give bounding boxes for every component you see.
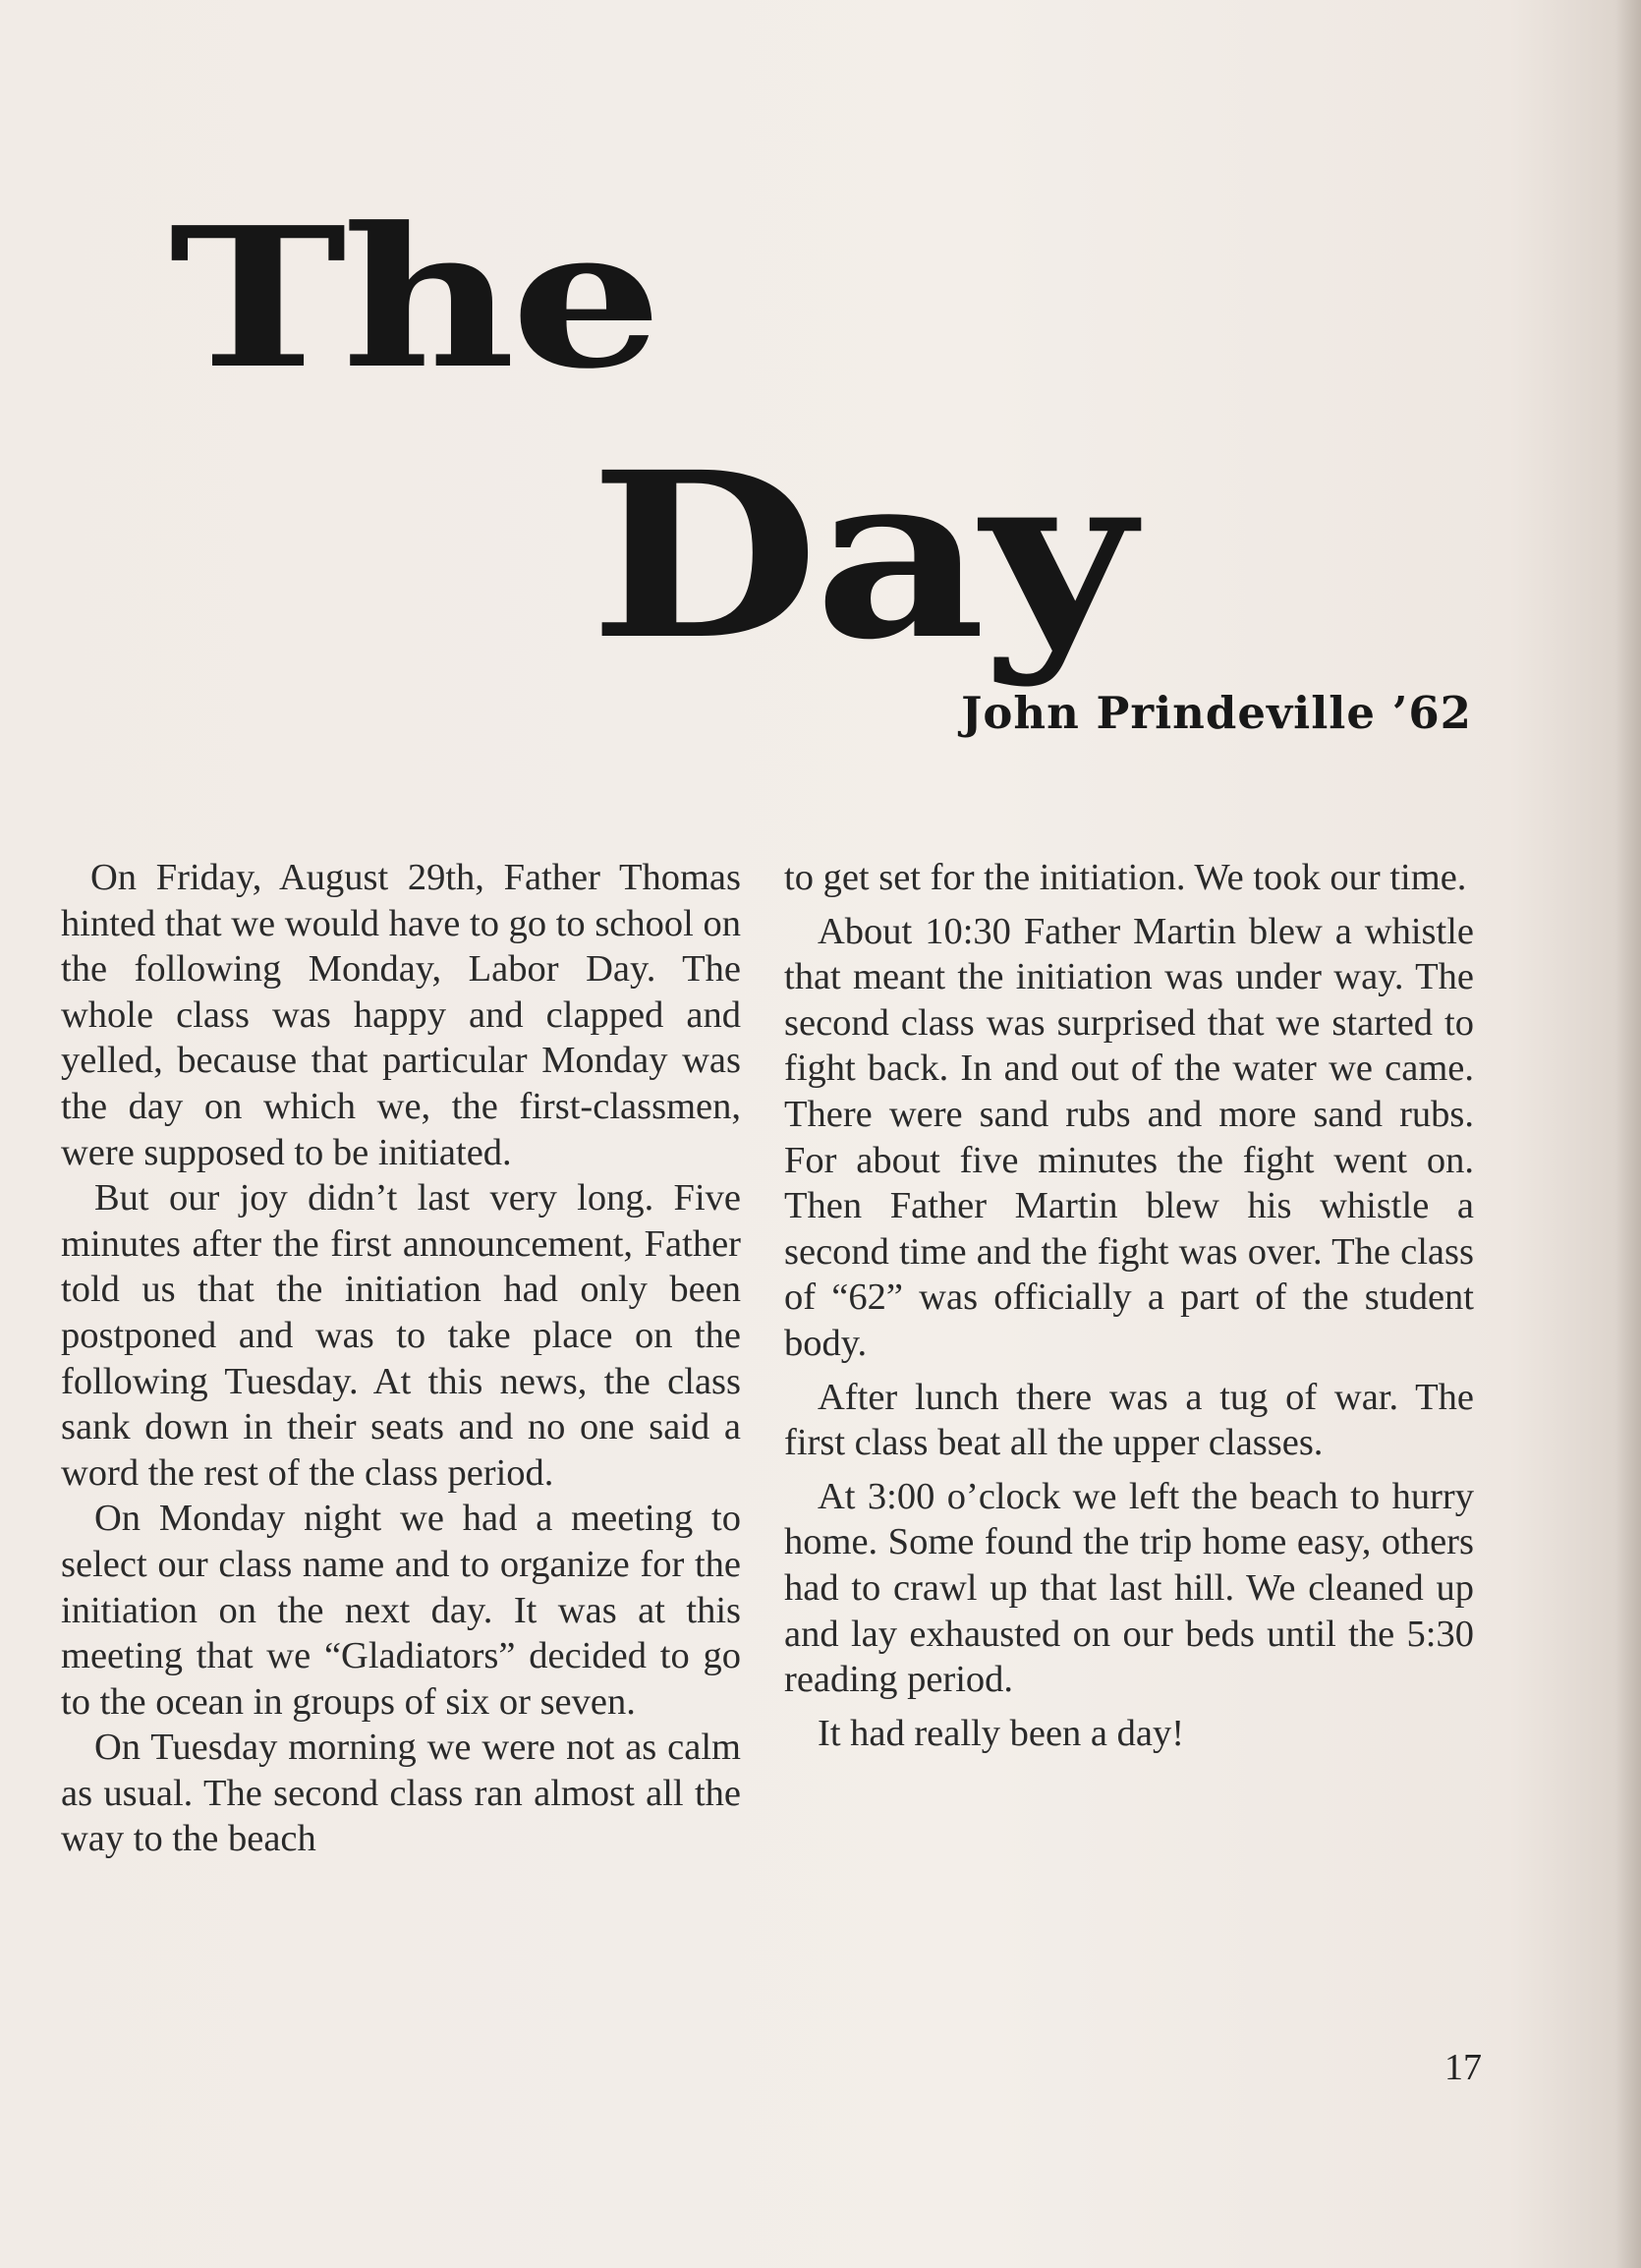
title-line-day: Day [590,422,1131,690]
paragraph: It had really been a day! [818,1712,1185,1754]
paragraph: On Friday, August 29th, Father Thomas hinted that we would have to go to school on the following Monday, Labor Day. The whole class was happy and clapped and yelled, because that particular Monday was the day on which we, the first-classmen, were supposed to be initiated. [61,857,741,1173]
right-text-column [784,855,1474,1756]
paragraph: After lunch there was a tug of war. The first class beat all the upper classes. [784,1376,1474,1464]
paragraph: to get set for the initiation. We took our time. [784,857,1467,898]
author-byline: John Prindeville ’62 [961,687,1472,739]
paragraph: But our joy didn’t last very long. Five minutes after the first announcement, Father told us that the initiation had only been postponed and was to take place on the following Tuesday. At this news, the class sank down in their seats and no one said a word the rest of the class period. [61,1177,741,1494]
left-text-column [61,855,741,1862]
title-line-the: The [169,186,658,412]
paragraph: On Tuesday morning we were not as calm as usual. The second class ran almost all the way to the beach [61,1727,741,1860]
paragraph: On Monday night we had a meeting to select our class name and to organize for the initiation on the next day. It was at this meeting that we “Gladiators” decided to go to the ocean in groups of six or seven. [61,1498,741,1723]
paragraph: At 3:00 o’clock we left the beach to hurry home. Some found the trip home easy, others had to crawl up that last hill. We cleaned up and lay exhausted on our beds until the 5:30 reading period. [784,1475,1474,1701]
page-number: 17 [1444,2047,1482,2088]
paragraph: About 10:30 Father Martin blew a whistle that meant the initiation was under way. The second class was surprised that we started to fight back. In and out of the water we came. There were sand rubs and more sand rubs. For about five minutes the fight went on. Then Father Martin blew his whistle a second time and the fight was over. The class of “62” was officially a part of the student body. [784,910,1474,1364]
